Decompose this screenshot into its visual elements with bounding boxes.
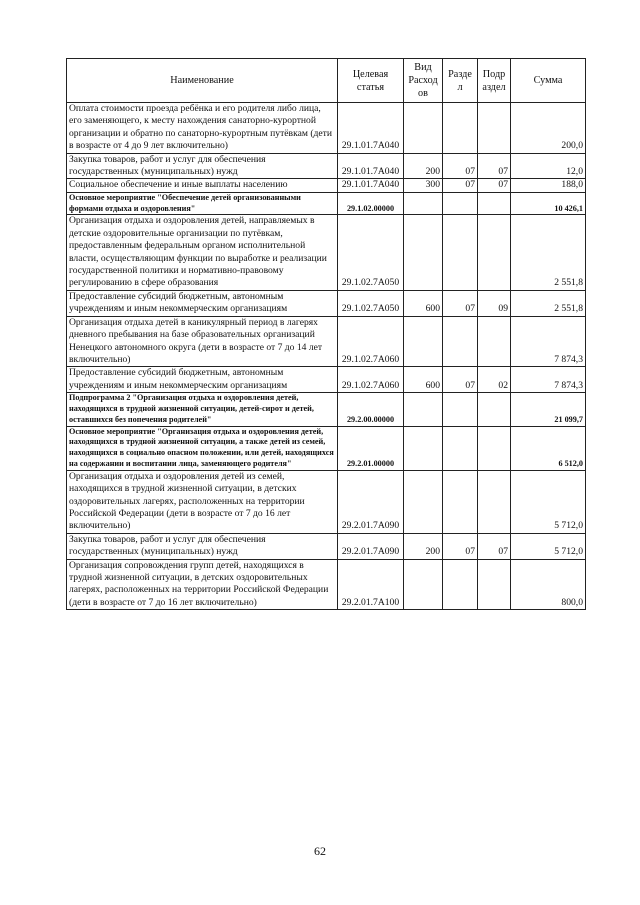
cell-name: Организация отдыха и оздоровления детей, направляемых в детские оздоровительные организации по путёвкам, предоставленным федеральным органом исполнительной власти, осуществляющим функции по выработке и реализации государственной политики и нормативно-правовому регулированию в сфере образования <box>67 215 338 290</box>
cell-section <box>443 316 478 367</box>
table-header-row <box>67 59 586 103</box>
cell-sum: 12,0 <box>511 153 586 179</box>
cell-target: 29.1.01.7А040 <box>338 153 404 179</box>
cell-subsection <box>478 192 511 215</box>
table-row <box>67 316 586 367</box>
cell-expense-type: 600 <box>404 290 443 316</box>
cell-target: 29.1.02.7А060 <box>338 367 404 393</box>
cell-target: 29.1.01.7А040 <box>338 103 404 154</box>
cell-subsection: 07 <box>478 179 511 192</box>
table-row <box>67 533 586 559</box>
cell-section <box>443 192 478 215</box>
header-section: Разде л <box>443 59 478 103</box>
cell-section: 07 <box>443 367 478 393</box>
cell-name: Оплата стоимости проезда ребёнка и его родителя либо лица, его заменяющего, к месту нахождения санаторно-курортной организации и обратно по санаторно-курортным путёвкам (дети в возрасте от 4 до 9 лет включительно) <box>67 103 338 154</box>
header-name: Наименование <box>67 59 338 103</box>
cell-target: 29.2.01.7А090 <box>338 470 404 533</box>
header-sum: Сумма <box>511 59 586 103</box>
cell-target: 29.2.01.00000 <box>338 426 404 470</box>
cell-subsection <box>478 103 511 154</box>
cell-subsection <box>478 393 511 426</box>
cell-sum: 5 712,0 <box>511 470 586 533</box>
cell-sum: 7 874,3 <box>511 367 586 393</box>
cell-subsection <box>478 426 511 470</box>
cell-section <box>443 215 478 290</box>
cell-sum: 2 551,8 <box>511 290 586 316</box>
cell-sum: 21 099,7 <box>511 393 586 426</box>
cell-name: Закупка товаров, работ и услуг для обеспечения государственных (муниципальных) нужд <box>67 533 338 559</box>
cell-sum: 188,0 <box>511 179 586 192</box>
table-row <box>67 367 586 393</box>
cell-subsection <box>478 559 511 610</box>
cell-target: 29.1.02.7А050 <box>338 290 404 316</box>
cell-expense-type <box>404 316 443 367</box>
cell-name: Подпрограмма 2 "Организация отдыха и оздоровления детей, находящихся в трудной жизненной ситуации, детей-сирот и детей, оставшихся без попечения родителей" <box>67 393 338 426</box>
cell-target: 29.2.01.7А100 <box>338 559 404 610</box>
cell-name: Организация отдыха детей в каникулярный период в лагерях дневного пребывания на базе образовательных организаций Ненецкого автономного округа (дети в возрасте от 7 до 14 лет включительно) <box>67 316 338 367</box>
cell-subsection: 07 <box>478 153 511 179</box>
cell-name: Организация сопровождения групп детей, находящихся в трудной жизненной ситуации, в детских оздоровительных лагерях, расположенных на территории Российской Федерации (дети в возрасте от 7 до 16 лет включительно) <box>67 559 338 610</box>
cell-name: Предоставление субсидий бюджетным, автономным учреждениям и иным некоммерческим организациям <box>67 290 338 316</box>
table-row <box>67 426 586 470</box>
cell-expense-type <box>404 192 443 215</box>
cell-subsection: 09 <box>478 290 511 316</box>
cell-subsection: 07 <box>478 533 511 559</box>
cell-name: Организация отдыха и оздоровления детей из семей, находящихся в трудной жизненной ситуации, в детских оздоровительных лагерях, расположенных на территории Российской Федерации (дети в возрасте от 7 до 16 лет включительно) <box>67 470 338 533</box>
cell-section <box>443 559 478 610</box>
cell-section <box>443 103 478 154</box>
cell-section <box>443 426 478 470</box>
header-expense-type: Вид Расход ов <box>404 59 443 103</box>
table-row <box>67 290 586 316</box>
cell-sum: 2 551,8 <box>511 215 586 290</box>
cell-section <box>443 470 478 533</box>
budget-table <box>66 58 586 610</box>
page-number: 62 <box>314 844 326 858</box>
cell-subsection <box>478 470 511 533</box>
cell-target: 29.2.00.00000 <box>338 393 404 426</box>
cell-sum: 5 712,0 <box>511 533 586 559</box>
header-subsection: Подр аздел <box>478 59 511 103</box>
cell-expense-type: 600 <box>404 367 443 393</box>
table-row <box>67 215 586 290</box>
cell-expense-type <box>404 559 443 610</box>
cell-section: 07 <box>443 290 478 316</box>
table-row <box>67 103 586 154</box>
header-target: Целевая статья <box>338 59 404 103</box>
cell-target: 29.1.01.7А040 <box>338 179 404 192</box>
cell-sum: 7 874,3 <box>511 316 586 367</box>
cell-subsection: 02 <box>478 367 511 393</box>
cell-expense-type: 200 <box>404 533 443 559</box>
cell-subsection <box>478 215 511 290</box>
cell-sum: 10 426,1 <box>511 192 586 215</box>
cell-expense-type <box>404 393 443 426</box>
cell-expense-type: 200 <box>404 153 443 179</box>
table-row <box>67 192 586 215</box>
cell-target: 29.2.01.7А090 <box>338 533 404 559</box>
cell-section: 07 <box>443 179 478 192</box>
cell-name: Основное мероприятие "Организация отдыха и оздоровления детей, находящихся в трудной жизненной ситуации, а также детей из семей, находящихся в социально опасном положении, или детей, находящихся на содержании и воспитании лица, заменяющего родителя" <box>67 426 338 470</box>
cell-target: 29.1.02.7А050 <box>338 215 404 290</box>
cell-expense-type <box>404 470 443 533</box>
cell-subsection <box>478 316 511 367</box>
table-row <box>67 179 586 192</box>
cell-section <box>443 393 478 426</box>
cell-sum: 6 512,0 <box>511 426 586 470</box>
cell-target: 29.1.02.7А060 <box>338 316 404 367</box>
cell-sum: 200,0 <box>511 103 586 154</box>
table-row <box>67 153 586 179</box>
cell-name: Закупка товаров, работ и услуг для обеспечения государственных (муниципальных) нужд <box>67 153 338 179</box>
table-row <box>67 559 586 610</box>
cell-section: 07 <box>443 533 478 559</box>
cell-expense-type: 300 <box>404 179 443 192</box>
cell-expense-type <box>404 426 443 470</box>
cell-name: Предоставление субсидий бюджетным, автономным учреждениям и иным некоммерческим организациям <box>67 367 338 393</box>
cell-target: 29.1.02.00000 <box>338 192 404 215</box>
cell-expense-type <box>404 215 443 290</box>
table-row <box>67 470 586 533</box>
cell-name: Основное мероприятие "Обеспечение детей организованными формами отдыха и оздоровления" <box>67 192 338 215</box>
cell-sum: 800,0 <box>511 559 586 610</box>
table-row <box>67 393 586 426</box>
cell-name: Социальное обеспечение и иные выплаты населению <box>67 179 338 192</box>
cell-section: 07 <box>443 153 478 179</box>
cell-expense-type <box>404 103 443 154</box>
